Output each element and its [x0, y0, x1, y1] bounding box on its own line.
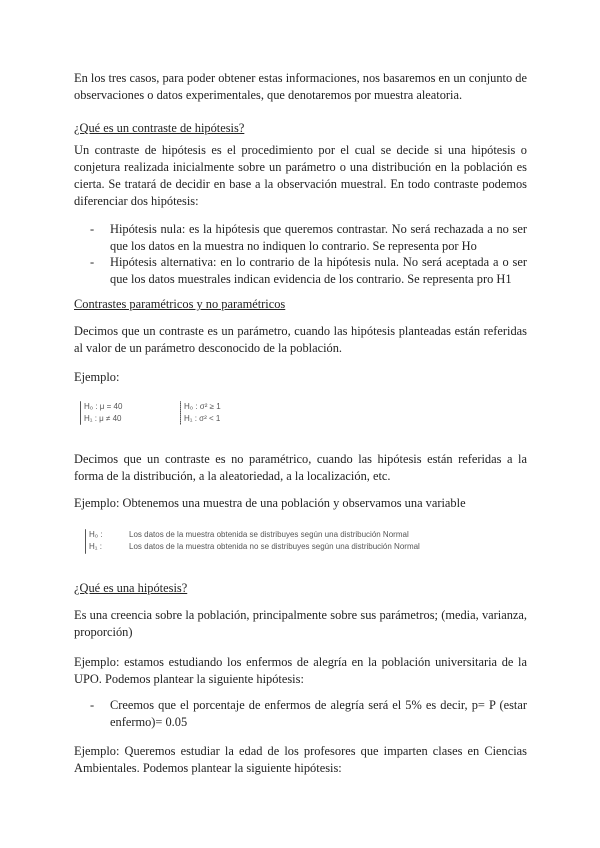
heading-contraste: ¿Qué es un contraste de hipótesis?: [74, 121, 245, 135]
example-label: Ejemplo:: [74, 370, 120, 384]
hypothesis-list: [90, 221, 527, 287]
paragraph-no-parametrico: Decimos que un contraste es no paramétrico, cuando las hipótesis están referidas a la forma de la distribución, a la aleatoriedad, a la localización, etc.: [74, 452, 527, 483]
list-item: - Creemos que el porcentaje de enfermos de alegría será el 5% es decir, p= P (estar enfermo)= 0.05: [90, 697, 527, 730]
example-4: Ejemplo: Queremos estudiar la edad de los profesores que imparten clases en Ciencias Ambientales. Podemos plantear la siguiente hipótesis:: [74, 744, 527, 775]
example-list: [90, 697, 527, 730]
example-3: Ejemplo: estamos estudiando los enfermos de alegría en la población universitaria de la UPO. Podemos plantear la siguiente hipótesis:: [74, 655, 527, 686]
heading-parametricos: Contrastes paramétricos y no paramétricos: [74, 297, 286, 311]
paragraph-parametrico: Decimos que un contraste es un parámetro, cuando las hipótesis planteadas están referidas al valor de un parámetro desconocido de la población.: [74, 324, 527, 355]
paragraph-contraste: Un contraste de hipótesis es el procedimiento por el cual se decide si una hipótesis o conjetura realizada inicialmente sobre un parámetro o una distribución en la población es cierta. Se tratará de decidir en base a la observación muestral. En todo contraste podemos diferenciar dos hipótesis:: [74, 143, 527, 208]
list-item: - Hipótesis alternativa: en lo contrario de la hipótesis nula. No será aceptada a o ser que los datos muestrales indican evidencia de los contrario. Se representa pro H1: [90, 254, 527, 287]
list-item: - Hipótesis nula: es la hipótesis que queremos contrastar. No será rechazada a no ser que los datos en la muestra no indiquen lo contrario. Se representa por Ho: [90, 221, 527, 254]
intro-paragraph: En los tres casos, para poder obtener estas informaciones, nos basaremos en un conjunto de observaciones o datos experimentales, que denotaremos por muestra aleatoria.: [74, 71, 527, 102]
heading-hipotesis: ¿Qué es una hipótesis?: [74, 581, 188, 595]
example-2: Ejemplo: Obtenemos una muestra de una población y observamos una variable: [74, 496, 466, 510]
paragraph-hipotesis: Es una creencia sobre la población, principalmente sobre sus parámetros; (media, varianza, proporción): [74, 608, 527, 639]
